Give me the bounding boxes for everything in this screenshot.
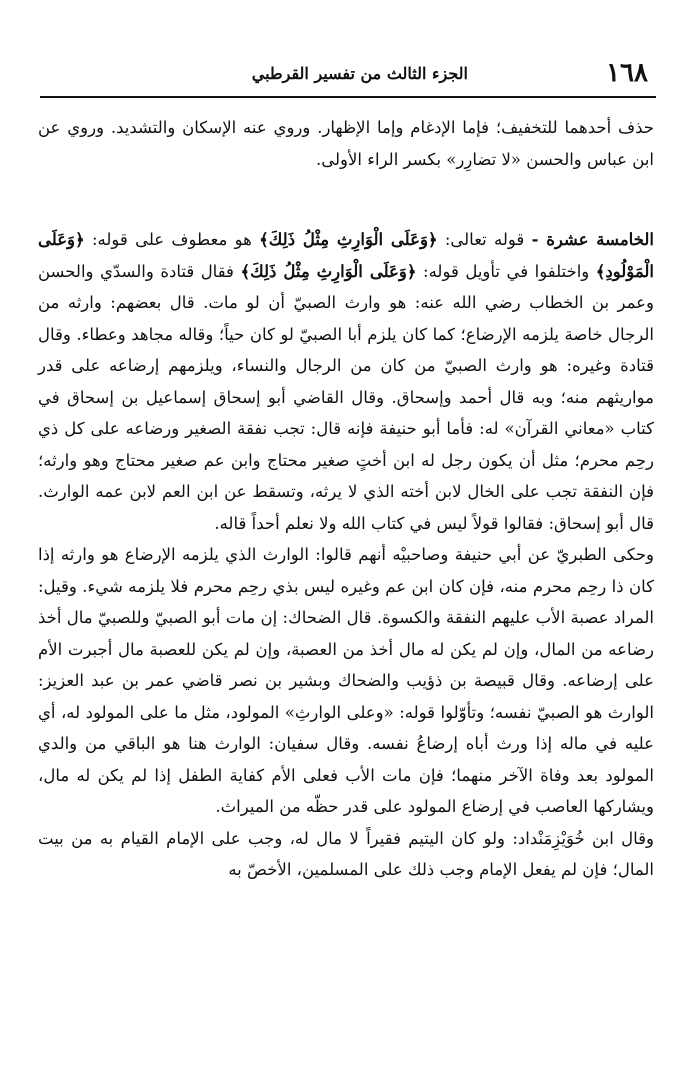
paragraph-1-part-d: فقال قتادة والسدّي والحسن وعمر بن الخطاب رضي الله عنه: هو وارث الصبيّ أن لو مات. قال بعضهم: وارثه من الرجال خاصة يلزمه الإرضاع؛ كما كان يلزم أبا الصبيّ لو كان حياً؛ وقاله مجاهد وعطاء. وقال قتادة وغيره: هو وارث الصبيّ من كان من الرجال والنساء، ويلزمهم إرضاعه على قدر مواريثهم منه؛ وبه قال أحمد وإسحاق. وقال القاضي أبو إسحاق إسماعيل بن إسحاق في كتاب «معاني القرآن» له: فأما أبو حنيفة فإنه قال: تجب نفقة الصغير ورضاعه على كل ذي رحِم محرم؛ مثل أن يكون رجل له ابن أختٍ صغير محتاج وابن عم صغير محتاج وهو وارثه؛ فإن النفقة تجب على الخال لابن أخته الذي لا يرثه، وتسقط عن ابن العم لابن عمه الوارث. قال أبو إسحاق: فقالوا قولاً ليس في كتاب الله ولا نعلم أحداً قاله. [38,261,654,533]
page-number: ١٦٨ [606,58,648,88]
intro-text-block [38,112,654,175]
paragraph-1 [38,224,654,539]
section-heading: الخامسة عشرة - [531,230,654,249]
main-text-block [38,224,654,886]
paragraph-2: وحكى الطبريّ عن أبي حنيفة وصاحبيْه أنهم قالوا: الوارث الذي يلزمه الإرضاع هو وارثه إذا كان ذا رحِم محرم منه، فإن كان ابن عم وغيره ليس بذي رحِم محرم فلا يلزمه شيء. وقيل: المراد عصبة الأب عليهم النفقة والكسوة. قال الضحاك: إن مات أبو الصبيّ وللصبيّ مال أخذ رضاعه من المال، وإن لم يكن له مال أخذ من العصبة، وإن لم يكن للعصبة مال أجبرت الأم على إرضاعه. وقال قبيصة بن ذؤيب والضحاك وبشير بن نصر قاضي عمر بن عبد العزيز: الوارث هو الصبيّ نفسه؛ وتأوّلوا قوله: «وعلى الوارثِ» المولود، مثل ما على المولود له، أي عليه في ماله إذا ورث أباه إرضاعُ نفسه. وقال سفيان: الوارث هنا هو الباقي من والدي المولود بعد وفاة الآخر منهما؛ فإن مات الأب فعلى الأم كفاية الطفل إذا لم يكن له مال، ويشاركها العاصب في إرضاع المولود على قدر حظّه من الميراث. [38,545,654,816]
paragraph-3: وقال ابن خُوَيْزِمَنْداد: ولو كان اليتيم فقيراً لا مال له، وجب على الإمام القيام به من بيت المال؛ فإن لم يفعل الإمام وجب ذلك على المسلمين، الأخصّ به [38,828,654,879]
paragraph-1-part-a: قوله تعالى: [437,230,532,249]
header-divider [40,96,656,98]
paragraph-1-part-b: هو معطوف على قوله: [84,230,260,249]
paragraph-1-part-c: واختلفوا في تأويل قوله: [416,261,596,281]
quran-verse-2: ﴿وَعَلَى الْمَوْلُودِ﴾ [38,230,654,281]
quran-verse-3: ﴿وَعَلَى الْوَارِثِ مِثْلُ ذَلِكَ﴾ [240,261,417,281]
quran-verse-1: ﴿وَعَلَى الْوَارِثِ مِثْلُ ذَلِكَ﴾ [259,230,438,249]
header-title: الجزء الثالث من تفسير القرطبي [251,64,468,83]
intro-paragraph: حذف أحدهما للتخفيف؛ فإما الإدغام وإما الإظهار. وروي عنه الإسكان والتشديد. وروي عن ابن عباس والحسن «لا تضارِر» بكسر الراء الأولى. [38,118,654,169]
running-header [40,56,648,90]
